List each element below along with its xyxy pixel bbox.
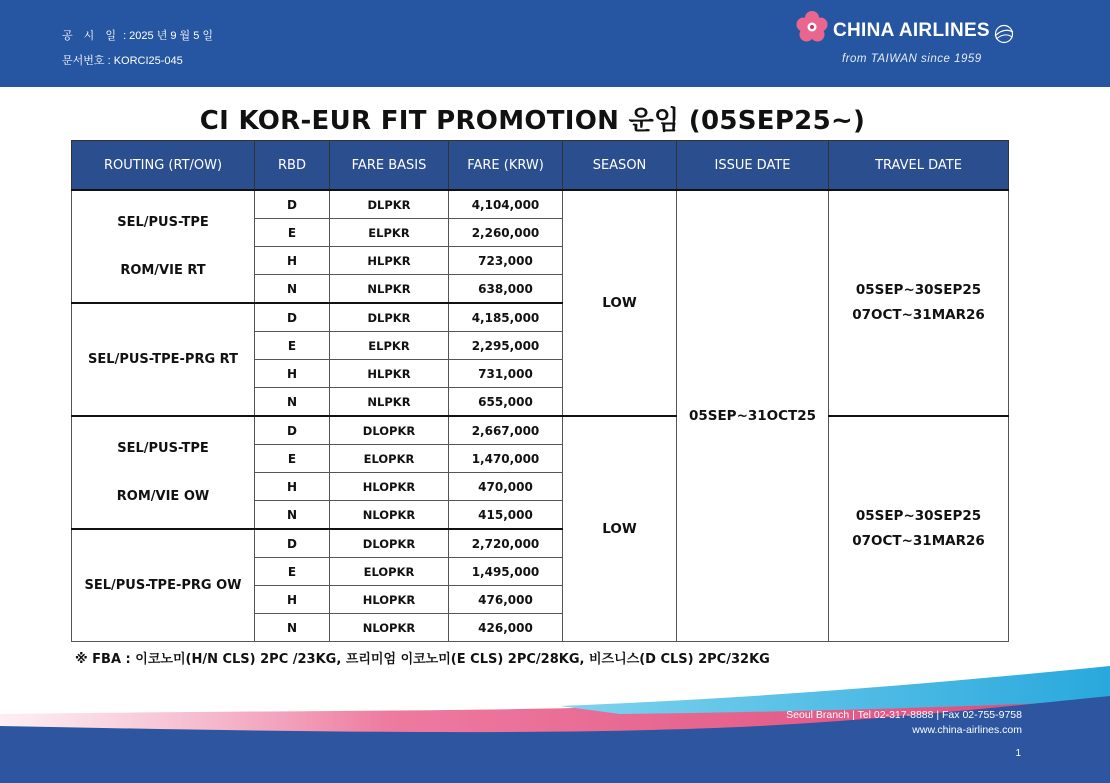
document-number-label: 문서번호 <box>62 55 105 67</box>
brand-name: CHINA AIRLINES <box>833 20 990 41</box>
rbd-cell: E <box>255 332 330 360</box>
fare-cell: 470,000 <box>449 473 563 501</box>
routing-line: SEL/PUS-TPE-PRG RT <box>88 351 238 367</box>
plum-blossom-logo-icon <box>795 10 829 44</box>
fare-cell: 2,260,000 <box>449 219 563 247</box>
fare-cell: 1,470,000 <box>449 445 563 473</box>
baggage-allowance-note: ※ FBA : 이코노미(H/N CLS) 2PC /23KG, 프리미엄 이코노미(E CLS) 2PC/28KG, 비즈니스(D CLS) 2PC/32KG <box>75 652 770 667</box>
routing-cell <box>72 529 255 642</box>
issue-date-cell: 05SEP~31OCT25 <box>677 190 829 642</box>
fare-basis-cell: DLOPKR <box>330 529 449 558</box>
fare-basis-cell: HLPKR <box>330 247 449 275</box>
fare-cell: 426,000 <box>449 614 563 642</box>
rbd-cell: N <box>255 501 330 530</box>
routing-cell <box>72 416 255 529</box>
fare-cell: 1,495,000 <box>449 558 563 586</box>
fare-cell: 723,000 <box>449 247 563 275</box>
globe-ring-icon <box>993 23 1015 45</box>
fare-table <box>71 140 1009 642</box>
china-airlines-brand <box>795 10 1035 70</box>
fare-basis-cell: NLPKR <box>330 275 449 304</box>
fare-basis-cell: NLOPKR <box>330 501 449 530</box>
table-row <box>72 190 1009 219</box>
rbd-cell: D <box>255 416 330 445</box>
header-band <box>0 0 1110 87</box>
fare-basis-cell: HLOPKR <box>330 586 449 614</box>
document-title: CI KOR-EUR FIT PROMOTION 운임 (05SEP25~) <box>199 106 866 136</box>
column-header: RBD <box>255 141 330 191</box>
fare-cell: 4,104,000 <box>449 190 563 219</box>
travel-date-line: 05SEP~30SEP25 <box>855 282 982 298</box>
rbd-cell: E <box>255 445 330 473</box>
rbd-cell: H <box>255 473 330 501</box>
rbd-cell: N <box>255 614 330 642</box>
routing-cell <box>72 190 255 303</box>
fare-basis-cell: DLPKR <box>330 190 449 219</box>
fare-cell: 655,000 <box>449 388 563 417</box>
fare-basis-cell: ELPKR <box>330 219 449 247</box>
fare-basis-cell: ELOPKR <box>330 558 449 586</box>
column-header: TRAVEL DATE <box>829 141 1009 191</box>
travel-date-line: 07OCT~31MAR26 <box>852 533 985 549</box>
rbd-cell: H <box>255 247 330 275</box>
fare-cell: 4,185,000 <box>449 303 563 332</box>
travel-date-cell <box>829 416 1009 642</box>
rbd-cell: D <box>255 190 330 219</box>
fare-basis-cell: HLPKR <box>330 360 449 388</box>
page-number: 1 <box>1015 748 1021 759</box>
fare-basis-cell: NLPKR <box>330 388 449 417</box>
rbd-cell: D <box>255 303 330 332</box>
travel-date-cell <box>829 190 1009 416</box>
rbd-cell: N <box>255 388 330 417</box>
document-number-value: : KORCI25-045 <box>107 55 183 67</box>
fare-basis-cell: HLOPKR <box>330 473 449 501</box>
column-header: FARE BASIS <box>330 141 449 191</box>
fare-basis-cell: ELOPKR <box>330 445 449 473</box>
rbd-cell: H <box>255 586 330 614</box>
fare-basis-cell: NLOPKR <box>330 614 449 642</box>
fare-cell: 476,000 <box>449 586 563 614</box>
rbd-cell: E <box>255 558 330 586</box>
fare-basis-cell: DLOPKR <box>330 416 449 445</box>
branch-contact-info: Seoul Branch | Tel 02-317-8888 | Fax 02-755-9758 <box>786 709 1022 721</box>
routing-line: ROM/VIE OW <box>116 488 210 504</box>
column-header: SEASON <box>563 141 677 191</box>
routing-line: SEL/PUS-TPE <box>117 214 209 230</box>
rbd-cell: D <box>255 529 330 558</box>
fare-cell: 415,000 <box>449 501 563 530</box>
notice-date-value: : 2025 년 9 월 5 일 <box>123 30 214 42</box>
rbd-cell: N <box>255 275 330 304</box>
routing-line: SEL/PUS-TPE-PRG OW <box>84 577 242 593</box>
rbd-cell: E <box>255 219 330 247</box>
rbd-cell: H <box>255 360 330 388</box>
footer-wave-graphic <box>0 660 1110 783</box>
fare-cell: 2,295,000 <box>449 332 563 360</box>
fare-basis-cell: ELPKR <box>330 332 449 360</box>
fare-cell: 2,667,000 <box>449 416 563 445</box>
footer <box>0 660 1110 783</box>
notice-date <box>62 27 213 43</box>
fare-cell: 731,000 <box>449 360 563 388</box>
fare-cell: 2,720,000 <box>449 529 563 558</box>
brand-tagline: from TAIWAN since 1959 <box>842 53 982 65</box>
routing-cell <box>72 303 255 416</box>
travel-date-line: 07OCT~31MAR26 <box>852 307 985 323</box>
column-header: ISSUE DATE <box>677 141 829 191</box>
table-header-row <box>72 141 1009 191</box>
fare-cell: 638,000 <box>449 275 563 304</box>
season-cell: LOW <box>563 190 677 416</box>
fare-basis-cell: DLPKR <box>330 303 449 332</box>
document-number <box>62 52 183 68</box>
table-row <box>72 416 1009 445</box>
routing-line: ROM/VIE RT <box>120 262 206 278</box>
website-link[interactable]: www.china-airlines.com <box>912 724 1022 736</box>
travel-date-line: 05SEP~30SEP25 <box>855 508 982 524</box>
column-header: FARE (KRW) <box>449 141 563 191</box>
routing-line: SEL/PUS-TPE <box>117 440 209 456</box>
column-header: ROUTING (RT/OW) <box>72 141 255 191</box>
notice-date-label: 공 시 일 <box>62 30 120 42</box>
season-cell: LOW <box>563 416 677 642</box>
